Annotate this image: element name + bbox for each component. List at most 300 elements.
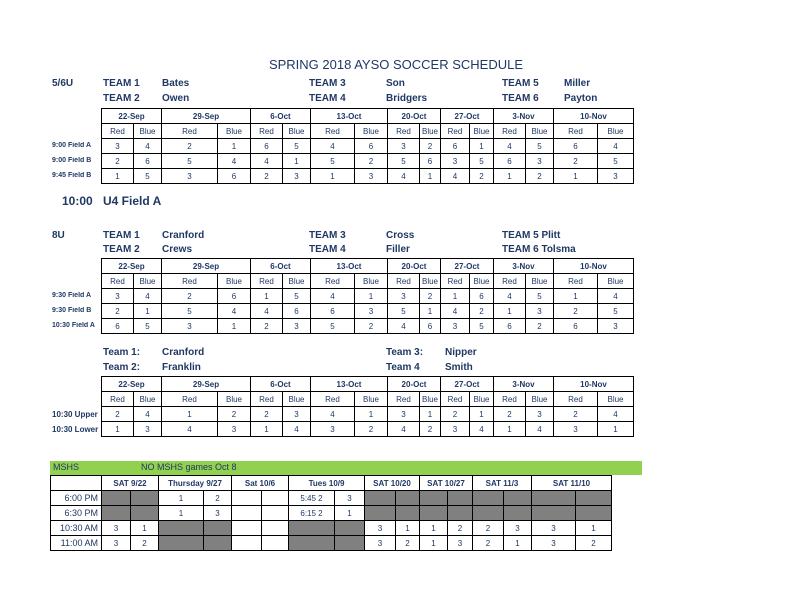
- table-row: [102, 139, 634, 154]
- team-number-cell: 2: [554, 304, 598, 319]
- team-number-cell: 1: [441, 289, 470, 304]
- mshs-cell: 1: [504, 536, 532, 551]
- date-header: 29-Sep: [162, 259, 251, 274]
- team-number-cell: 2: [470, 304, 494, 319]
- team-number-cell: 5: [283, 289, 311, 304]
- date-header: 3-Nov: [494, 109, 554, 124]
- red-header: Red: [162, 124, 218, 139]
- blue-header: Blue: [598, 274, 634, 289]
- table-row: [102, 169, 634, 184]
- team-number-cell: 3: [162, 169, 218, 184]
- blue-header: Blue: [218, 274, 251, 289]
- red-header: Red: [494, 124, 526, 139]
- date-header: 27-Oct: [441, 377, 494, 392]
- team-number-cell: 6: [218, 169, 251, 184]
- blue-header: Blue: [598, 124, 634, 139]
- date-header: 13-Oct: [311, 377, 388, 392]
- team-number-cell: 2: [218, 407, 251, 422]
- table-row: [102, 407, 634, 422]
- date-header: 10-Nov: [554, 259, 634, 274]
- mshs-date-header: SAT 11/10: [532, 476, 612, 491]
- team-number-cell: 6: [102, 319, 134, 334]
- red-header: Red: [162, 274, 218, 289]
- red-header: Red: [441, 392, 470, 407]
- team-number-cell: 6: [283, 304, 311, 319]
- team-number-cell: 5: [470, 319, 494, 334]
- mshs-cell: 2: [576, 536, 612, 551]
- date-header: 10-Nov: [554, 377, 634, 392]
- team-coach: Payton: [564, 93, 598, 104]
- date-header: 3-Nov: [494, 259, 554, 274]
- date-header: 3-Nov: [494, 377, 554, 392]
- team-number-cell: 6: [494, 319, 526, 334]
- blue-header: Blue: [420, 124, 441, 139]
- team-label: Team 4: [386, 362, 420, 373]
- mshs-date-header: Sat 10/6: [232, 476, 289, 491]
- team-number-cell: 2: [102, 407, 134, 422]
- blue-header: Blue: [134, 124, 162, 139]
- mshs-cell: [102, 491, 131, 506]
- field-time-label: 10:30 Upper: [52, 410, 98, 419]
- team-coach: Filler: [386, 244, 410, 255]
- team-number-cell: 5: [526, 289, 554, 304]
- mshs-cell: [289, 536, 335, 551]
- mshs-cell: 3: [365, 536, 396, 551]
- team-label: TEAM 5 Plitt: [502, 230, 561, 241]
- page-title: SPRING 2018 AYSO SOCCER SCHEDULE: [268, 57, 524, 72]
- team-number-cell: 3: [598, 169, 634, 184]
- date-header: 22-Sep: [102, 109, 162, 124]
- team-number-cell: 6: [494, 154, 526, 169]
- mshs-cell: [232, 536, 262, 551]
- table-row: [102, 422, 634, 437]
- team-number-cell: 3: [355, 169, 388, 184]
- mshs-cell: 1: [396, 521, 420, 536]
- team-number-cell: 2: [494, 407, 526, 422]
- mshs-cell: [448, 506, 473, 521]
- date-header: 22-Sep: [102, 377, 162, 392]
- team-number-cell: 3: [134, 422, 162, 437]
- table-row: [51, 521, 612, 536]
- team-number-cell: 6: [251, 139, 283, 154]
- team-number-cell: 5: [162, 154, 218, 169]
- blue-header: Blue: [470, 274, 494, 289]
- team-number-cell: 3: [311, 422, 355, 437]
- mshs-cell: 3: [102, 521, 131, 536]
- date-header: 20-Oct: [388, 377, 441, 392]
- team-number-cell: 1: [554, 289, 598, 304]
- team-number-cell: 3: [388, 407, 420, 422]
- team-number-cell: 4: [311, 139, 355, 154]
- red-header: Red: [311, 124, 355, 139]
- red-header: Red: [441, 274, 470, 289]
- team-coach: Crews: [162, 244, 193, 255]
- blue-header: Blue: [218, 124, 251, 139]
- team-number-cell: 3: [283, 319, 311, 334]
- corner-cell: [51, 476, 102, 491]
- team-number-cell: 1: [102, 169, 134, 184]
- team-coach: Smith: [445, 362, 473, 373]
- mshs-cell: [262, 521, 289, 536]
- team-number-cell: 3: [441, 422, 470, 437]
- team-number-cell: 3: [526, 154, 554, 169]
- team-coach: Son: [386, 78, 405, 89]
- blue-header: Blue: [470, 124, 494, 139]
- table-row: [102, 319, 634, 334]
- date-header: 29-Sep: [162, 109, 251, 124]
- blue-header: Blue: [355, 392, 388, 407]
- blue-header: Blue: [283, 392, 311, 407]
- team-number-cell: 4: [311, 407, 355, 422]
- team-number-cell: 6: [420, 154, 441, 169]
- field-time-label: 9:30 Field B: [52, 307, 92, 314]
- team-number-cell: 2: [441, 407, 470, 422]
- table-row: [102, 154, 634, 169]
- team-number-cell: 3: [388, 289, 420, 304]
- team-coach: Bates: [162, 78, 190, 89]
- team-number-cell: 1: [134, 304, 162, 319]
- blue-header: Blue: [420, 392, 441, 407]
- team-coach: Nipper: [445, 347, 477, 358]
- mshs-date-header: SAT 10/20: [365, 476, 420, 491]
- team-number-cell: 2: [102, 304, 134, 319]
- blue-header: Blue: [420, 274, 441, 289]
- red-header: Red: [102, 274, 134, 289]
- team-number-cell: 4: [494, 289, 526, 304]
- mshs-cell: [420, 491, 448, 506]
- team-number-cell: 2: [102, 154, 134, 169]
- division-label: 5/6U: [52, 78, 74, 89]
- team-number-cell: 3: [102, 139, 134, 154]
- table-row: [51, 491, 612, 506]
- team-number-cell: 3: [526, 304, 554, 319]
- date-header: 27-Oct: [441, 259, 494, 274]
- mshs-cell: 1: [335, 506, 365, 521]
- team-number-cell: 5: [388, 304, 420, 319]
- mshs-cell: [576, 491, 612, 506]
- team-number-cell: 2: [526, 169, 554, 184]
- team-number-cell: 2: [251, 169, 283, 184]
- team-number-cell: 4: [134, 289, 162, 304]
- team-number-cell: 4: [134, 407, 162, 422]
- red-header: Red: [494, 274, 526, 289]
- mshs-cell: 1: [576, 521, 612, 536]
- team-number-cell: 1: [251, 289, 283, 304]
- mshs-date-header: SAT 9/22: [102, 476, 159, 491]
- mshs-cell: [335, 521, 365, 536]
- date-header: 6-Oct: [251, 109, 311, 124]
- team-number-cell: 1: [218, 319, 251, 334]
- team-number-cell: 4: [441, 304, 470, 319]
- mshs-table: [50, 475, 612, 551]
- team-label: TEAM 1: [103, 230, 140, 241]
- blue-header: Blue: [598, 392, 634, 407]
- team-number-cell: 4: [251, 154, 283, 169]
- division-label: 8U: [52, 230, 65, 241]
- team-number-cell: 4: [251, 304, 283, 319]
- red-header: Red: [388, 392, 420, 407]
- mshs-cell: 3: [102, 536, 131, 551]
- team-number-cell: 2: [162, 139, 218, 154]
- team-label: TEAM 2: [103, 93, 140, 104]
- red-header: Red: [251, 392, 283, 407]
- mshs-cell: 3: [365, 521, 396, 536]
- team-label: TEAM 6 Tolsma: [502, 244, 576, 255]
- team-label: TEAM 4: [309, 93, 346, 104]
- date-header: 6-Oct: [251, 377, 311, 392]
- team-label: Team 2:: [103, 362, 141, 373]
- team-number-cell: 2: [162, 289, 218, 304]
- team-number-cell: 3: [162, 319, 218, 334]
- mshs-cell: 2: [131, 536, 159, 551]
- table-row: [51, 506, 612, 521]
- red-header: Red: [102, 392, 134, 407]
- mshs-cell: [232, 506, 262, 521]
- team-number-cell: 2: [355, 319, 388, 334]
- team-number-cell: 5: [470, 154, 494, 169]
- red-header: Red: [251, 274, 283, 289]
- team-number-cell: 1: [420, 407, 441, 422]
- team-number-cell: 4: [388, 422, 420, 437]
- team-number-cell: 1: [420, 304, 441, 319]
- table-row: [51, 536, 612, 551]
- team-number-cell: 3: [526, 407, 554, 422]
- team-number-cell: 2: [470, 169, 494, 184]
- team-number-cell: 4: [598, 139, 634, 154]
- mshs-cell: [396, 506, 420, 521]
- mshs-cell: [159, 521, 204, 536]
- mshs-cell: 2: [204, 491, 232, 506]
- team-number-cell: 4: [441, 169, 470, 184]
- mshs-date-header: Thursday 9/27: [159, 476, 232, 491]
- team-number-cell: 4: [470, 422, 494, 437]
- field-time-label: 9:30 Field A: [52, 292, 92, 299]
- blue-header: Blue: [355, 274, 388, 289]
- red-header: Red: [554, 274, 598, 289]
- team-label: TEAM 6: [502, 93, 539, 104]
- team-number-cell: 1: [494, 304, 526, 319]
- schedule-grid: [101, 376, 634, 437]
- mshs-cell: 1: [159, 491, 204, 506]
- mshs-cell: [532, 506, 576, 521]
- mshs-time-label: 6:00 PM: [51, 491, 102, 506]
- team-number-cell: 2: [526, 319, 554, 334]
- mshs-cell: 3: [532, 536, 576, 551]
- mshs-cell: 3: [448, 536, 473, 551]
- mshs-cell: 5:45 2: [289, 491, 335, 506]
- team-number-cell: 2: [420, 422, 441, 437]
- team-number-cell: 5: [283, 139, 311, 154]
- team-coach: Cranford: [162, 347, 205, 358]
- mshs-date-header: SAT 11/3: [473, 476, 532, 491]
- mshs-cell: [159, 536, 204, 551]
- mshs-cell: 1: [159, 506, 204, 521]
- team-number-cell: 6: [355, 139, 388, 154]
- red-header: Red: [162, 392, 218, 407]
- mshs-cell: [504, 491, 532, 506]
- mshs-cell: 2: [473, 536, 504, 551]
- mshs-cell: [420, 506, 448, 521]
- team-number-cell: 3: [598, 319, 634, 334]
- mshs-cell: [473, 506, 504, 521]
- red-header: Red: [441, 124, 470, 139]
- blue-header: Blue: [218, 392, 251, 407]
- team-number-cell: 4: [598, 407, 634, 422]
- table-row: [102, 289, 634, 304]
- date-header: 22-Sep: [102, 259, 162, 274]
- u4-time: 10:00: [62, 194, 93, 208]
- mshs-cell: [448, 491, 473, 506]
- red-header: Red: [494, 392, 526, 407]
- team-number-cell: 2: [420, 139, 441, 154]
- team-number-cell: 3: [102, 289, 134, 304]
- team-label: TEAM 2: [103, 244, 140, 255]
- team-coach: Bridgers: [386, 93, 428, 104]
- team-coach: Franklin: [162, 362, 201, 373]
- team-number-cell: 4: [598, 289, 634, 304]
- team-coach: Owen: [162, 93, 190, 104]
- team-number-cell: 5: [526, 139, 554, 154]
- date-header: 20-Oct: [388, 259, 441, 274]
- team-number-cell: 5: [311, 319, 355, 334]
- team-number-cell: 2: [251, 319, 283, 334]
- blue-header: Blue: [526, 124, 554, 139]
- mshs-cell: [289, 521, 335, 536]
- mshs-label: MSHS: [53, 462, 80, 472]
- team-number-cell: 4: [494, 139, 526, 154]
- mshs-banner: [50, 461, 642, 475]
- team-number-cell: 1: [494, 422, 526, 437]
- team-number-cell: 5: [162, 304, 218, 319]
- team-number-cell: 4: [388, 319, 420, 334]
- mshs-cell: [262, 536, 289, 551]
- schedule-grid: [101, 108, 634, 184]
- team-number-cell: 3: [441, 154, 470, 169]
- date-header: 27-Oct: [441, 109, 494, 124]
- mshs-cell: [204, 521, 232, 536]
- team-number-cell: 4: [134, 139, 162, 154]
- mshs-cell: 3: [204, 506, 232, 521]
- blue-header: Blue: [283, 124, 311, 139]
- team-number-cell: 1: [311, 169, 355, 184]
- field-time-label: 9:45 Field B: [52, 172, 92, 179]
- team-number-cell: 4: [218, 304, 251, 319]
- team-number-cell: 1: [494, 169, 526, 184]
- mshs-date-header: SAT 10/27: [420, 476, 473, 491]
- blue-header: Blue: [283, 274, 311, 289]
- team-number-cell: 5: [134, 319, 162, 334]
- team-number-cell: 1: [218, 139, 251, 154]
- date-header: 20-Oct: [388, 109, 441, 124]
- blue-header: Blue: [355, 124, 388, 139]
- red-header: Red: [388, 124, 420, 139]
- mshs-cell: [504, 506, 532, 521]
- team-number-cell: 3: [283, 407, 311, 422]
- team-coach: Miller: [564, 78, 591, 89]
- team-label: TEAM 1: [103, 78, 140, 89]
- date-header: 13-Oct: [311, 109, 388, 124]
- mshs-cell: [131, 491, 159, 506]
- field-time-label: 9:00 Field A: [52, 142, 92, 149]
- team-number-cell: 3: [554, 422, 598, 437]
- mshs-cell: [102, 506, 131, 521]
- red-header: Red: [388, 274, 420, 289]
- team-label: Team 1:: [103, 347, 141, 358]
- red-header: Red: [251, 124, 283, 139]
- mshs-cell: 2: [448, 521, 473, 536]
- mshs-cell: [204, 536, 232, 551]
- team-number-cell: 1: [554, 169, 598, 184]
- mshs-cell: 6:15 2: [289, 506, 335, 521]
- mshs-cell: 2: [473, 521, 504, 536]
- team-number-cell: 4: [311, 289, 355, 304]
- red-header: Red: [554, 392, 598, 407]
- team-number-cell: 1: [102, 422, 134, 437]
- schedule-grid: [101, 258, 634, 334]
- team-label: TEAM 5: [502, 78, 539, 89]
- field-time-label: 10:30 Field A: [52, 322, 95, 329]
- team-number-cell: 1: [251, 422, 283, 437]
- date-header: 10-Nov: [554, 109, 634, 124]
- red-header: Red: [554, 124, 598, 139]
- team-number-cell: 6: [420, 319, 441, 334]
- blue-header: Blue: [470, 392, 494, 407]
- team-label: TEAM 3: [309, 230, 346, 241]
- team-number-cell: 4: [218, 154, 251, 169]
- team-number-cell: 1: [283, 154, 311, 169]
- team-number-cell: 6: [311, 304, 355, 319]
- team-number-cell: 6: [554, 139, 598, 154]
- team-label: Team 3:: [386, 347, 424, 358]
- team-number-cell: 2: [251, 407, 283, 422]
- table-row: [102, 304, 634, 319]
- team-number-cell: 5: [311, 154, 355, 169]
- mshs-cell: [365, 491, 396, 506]
- mshs-cell: 1: [420, 521, 448, 536]
- team-number-cell: 6: [218, 289, 251, 304]
- date-header: 6-Oct: [251, 259, 311, 274]
- mshs-cell: [131, 506, 159, 521]
- team-number-cell: 4: [283, 422, 311, 437]
- date-header: 29-Sep: [162, 377, 251, 392]
- team-number-cell: 1: [355, 289, 388, 304]
- mshs-cell: [262, 506, 289, 521]
- u4-label: U4 Field A: [103, 194, 162, 208]
- mshs-cell: 3: [532, 521, 576, 536]
- mshs-date-header: Tues 10/9: [289, 476, 365, 491]
- mshs-cell: [576, 506, 612, 521]
- team-number-cell: 2: [355, 422, 388, 437]
- mshs-cell: 2: [396, 536, 420, 551]
- team-number-cell: 6: [134, 154, 162, 169]
- mshs-cell: 3: [335, 491, 365, 506]
- team-number-cell: 2: [355, 154, 388, 169]
- red-header: Red: [311, 274, 355, 289]
- mshs-cell: [365, 506, 396, 521]
- team-number-cell: 2: [420, 289, 441, 304]
- team-number-cell: 3: [441, 319, 470, 334]
- team-number-cell: 3: [283, 169, 311, 184]
- team-label: TEAM 3: [309, 78, 346, 89]
- mshs-cell: [232, 491, 262, 506]
- team-coach: Cranford: [162, 230, 205, 241]
- mshs-time-label: 6:30 PM: [51, 506, 102, 521]
- mshs-cell: [335, 536, 365, 551]
- mshs-cell: [473, 491, 504, 506]
- team-number-cell: 3: [388, 139, 420, 154]
- team-number-cell: 1: [470, 407, 494, 422]
- team-number-cell: 6: [441, 139, 470, 154]
